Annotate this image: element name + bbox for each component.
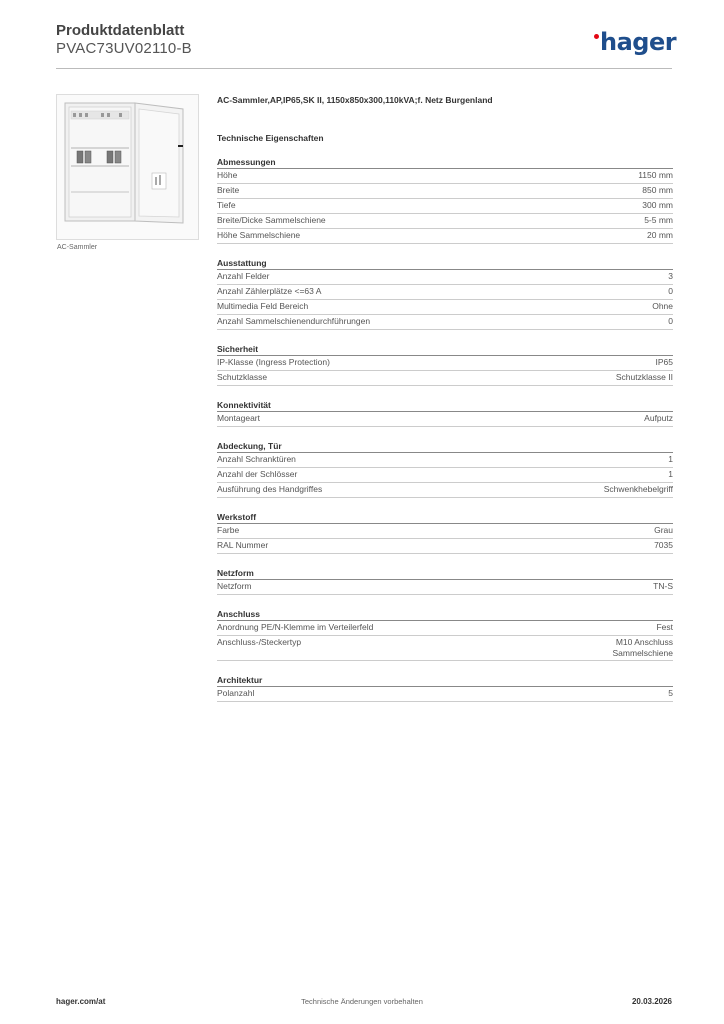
spec-label: Höhe bbox=[217, 170, 238, 180]
spec-value: Schutzklasse II bbox=[615, 372, 673, 382]
spec-row bbox=[217, 356, 673, 371]
product-title: AC-Sammler,AP,IP65,SK II, 1150x850x300,110kVA;f. Netz Burgenland bbox=[217, 95, 493, 105]
spec-value: Aufputz bbox=[644, 413, 673, 423]
spec-section bbox=[217, 511, 673, 554]
section-heading: Werkstoff bbox=[217, 511, 673, 524]
spec-value: 850 mm bbox=[642, 185, 673, 195]
spec-section bbox=[217, 608, 673, 661]
footer-disclaimer: Technische Änderungen vorbehalten bbox=[301, 997, 423, 1006]
spec-value: 5 bbox=[668, 688, 673, 698]
hager-logo[interactable] bbox=[594, 28, 676, 56]
section-heading: Ausstattung bbox=[217, 257, 673, 270]
spec-value: 3 bbox=[668, 271, 673, 281]
spec-label: Polanzahl bbox=[217, 688, 255, 698]
spec-row bbox=[217, 483, 673, 498]
spec-value: 20 mm bbox=[647, 230, 673, 240]
spec-label: Schutzklasse bbox=[217, 372, 268, 382]
spec-value: 1 bbox=[668, 469, 673, 479]
page-title: Produktdatenblatt bbox=[56, 22, 185, 39]
spec-row bbox=[217, 371, 673, 386]
section-heading: Sicherheit bbox=[217, 343, 673, 356]
footer-website-link[interactable]: hager.com/at bbox=[56, 997, 106, 1006]
spec-row bbox=[217, 169, 673, 184]
spec-label: Breite/Dicke Sammelschiene bbox=[217, 215, 326, 225]
spec-label: Anzahl Schranktüren bbox=[217, 454, 296, 464]
section-heading: Architektur bbox=[217, 674, 673, 687]
spec-value: IP65 bbox=[655, 357, 673, 367]
product-image bbox=[56, 94, 199, 240]
spec-value: Grau bbox=[654, 525, 673, 535]
spec-label: Montageart bbox=[217, 413, 260, 423]
spec-value: 300 mm bbox=[642, 200, 673, 210]
section-heading: Abdeckung, Tür bbox=[217, 440, 673, 453]
spec-label: Tiefe bbox=[217, 200, 236, 210]
spec-row bbox=[217, 214, 673, 229]
spec-label: Breite bbox=[217, 185, 240, 195]
spec-label: Anschluss-/Steckertyp bbox=[217, 637, 302, 647]
spec-label: Anzahl der Schlösser bbox=[217, 469, 298, 479]
tech-heading: Technische Eigenschaften bbox=[217, 133, 324, 143]
spec-label: Farbe bbox=[217, 525, 240, 535]
spec-label: Höhe Sammelschiene bbox=[217, 230, 301, 240]
spec-row bbox=[217, 636, 673, 661]
spec-value: TN-S bbox=[653, 581, 673, 591]
spec-row bbox=[217, 300, 673, 315]
spec-section bbox=[217, 156, 673, 244]
spec-row bbox=[217, 539, 673, 554]
spec-section bbox=[217, 399, 673, 427]
spec-value: 0 bbox=[668, 286, 673, 296]
section-heading: Abmessungen bbox=[217, 156, 673, 169]
section-heading: Konnektivität bbox=[217, 399, 673, 412]
spec-row bbox=[217, 229, 673, 244]
spec-section bbox=[217, 440, 673, 498]
spec-row bbox=[217, 270, 673, 285]
logo-dot-icon bbox=[594, 34, 599, 39]
spec-label: Ausführung des Handgriffes bbox=[217, 484, 323, 494]
spec-row bbox=[217, 199, 673, 214]
image-caption: AC-Sammler bbox=[57, 244, 98, 251]
spec-row bbox=[217, 468, 673, 483]
footer-date: 20.03.2026 bbox=[631, 997, 672, 1006]
spec-label: Anzahl Zählerplätze <=63 A bbox=[217, 286, 322, 296]
spec-column bbox=[217, 94, 673, 715]
spec-label: IP-Klasse (Ingress Protection) bbox=[217, 357, 330, 367]
spec-row bbox=[217, 184, 673, 199]
section-heading: Netzform bbox=[217, 567, 673, 580]
product-code: PVAC73UV02110-B bbox=[56, 40, 192, 57]
spec-value: Ohne bbox=[652, 301, 673, 311]
spec-section bbox=[217, 257, 673, 330]
spec-label: Anordnung PE/N-Klemme im Verteilerfeld bbox=[217, 622, 374, 632]
spec-row bbox=[217, 524, 673, 539]
spec-row bbox=[217, 412, 673, 427]
spec-value: M10 Anschluss Sammelschiene bbox=[612, 637, 673, 658]
spec-value: 5-5 mm bbox=[644, 215, 673, 225]
spec-row bbox=[217, 453, 673, 468]
spec-label: Anzahl Felder bbox=[217, 271, 270, 281]
spec-row bbox=[217, 315, 673, 330]
logo-text: hager bbox=[600, 28, 677, 56]
spec-row bbox=[217, 621, 673, 636]
spec-value: Fest bbox=[656, 622, 673, 632]
cabinet-icon bbox=[57, 95, 198, 239]
spec-section bbox=[217, 343, 673, 386]
spec-value: 0 bbox=[668, 316, 673, 326]
spec-value: 1150 mm bbox=[638, 170, 673, 180]
spec-section bbox=[217, 567, 673, 595]
spec-value: 1 bbox=[668, 454, 673, 464]
spec-label: RAL Nummer bbox=[217, 540, 269, 550]
spec-row bbox=[217, 580, 673, 595]
spec-label: Anzahl Sammelschienendurchführungen bbox=[217, 316, 371, 326]
spec-row bbox=[217, 687, 673, 702]
spec-value: Schwenkhebelgriff bbox=[603, 484, 673, 494]
spec-label: Netzform bbox=[217, 581, 252, 591]
spec-value: 7035 bbox=[654, 540, 673, 550]
spec-section bbox=[217, 674, 673, 702]
header-divider bbox=[56, 68, 672, 69]
section-heading: Anschluss bbox=[217, 608, 673, 621]
spec-label: Multimedia Feld Bereich bbox=[217, 301, 309, 311]
spec-row bbox=[217, 285, 673, 300]
spec-sections bbox=[217, 156, 673, 702]
